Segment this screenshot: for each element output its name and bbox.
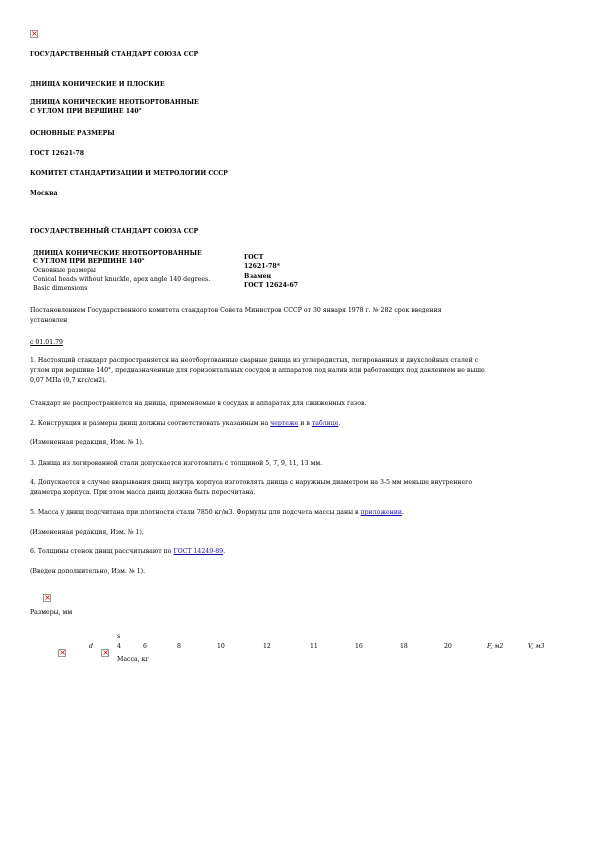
paragraph-2-text: 2. Конструкция и размеры днищ должны соответствовать указанным на [30, 420, 271, 427]
amendment-note-3: (Введен дополнительно, Изм. № 1). [30, 568, 146, 575]
amendment-note-1: (Измененная редакция, Изм. № 1). [30, 439, 144, 446]
drawing-broken-image-icon [43, 594, 51, 602]
amendment-note-2: (Измененная редакция, Изм. № 1). [30, 529, 144, 536]
block-english-subtitle: Basic dimensions [33, 285, 88, 292]
diameter-header: d [89, 643, 93, 650]
paragraph-5-end: . [402, 509, 405, 516]
scope-paragraph: Стандарт не распространяется на днища, применяемые в сосудах и аппаратах для сжиженных газов. [30, 400, 367, 407]
block-gost-number: 12621-78* [244, 263, 280, 270]
thickness-16: 16 [355, 643, 363, 650]
title-line-2: С УГЛОМ ПРИ ВЕРШИНЕ 140° [30, 108, 142, 115]
decree-line-1: Постановлением Государственного комитета стандартов Совета Министров СССР от 30 января 1978 г. № 282 срок введения [30, 307, 442, 314]
broken-image-icon [30, 30, 38, 38]
gost-14249-link[interactable]: ГОСТ 14249-89 [173, 548, 224, 555]
union-standard-heading-2: ГОСУДАРСТВЕННЫЙ СТАНДАРТ СОЮЗА ССР [30, 228, 199, 235]
paragraph-2 [30, 420, 340, 428]
title-conical-flat: ДНИЩА КОНИЧЕСКИЕ И ПЛОСКИЕ [30, 81, 165, 88]
block-replaces-label: Взамен [244, 273, 272, 280]
effective-date: с 01.01.79 [30, 339, 63, 346]
table-broken-image-icon-2 [101, 649, 109, 657]
paragraph-4 [30, 478, 565, 498]
paragraph-3: 3. Днища из легированной стали допускается изготовлять с толщиной 5, 7, 9, 11, 13 мм. [30, 460, 323, 467]
drawing-link[interactable]: чертеже [270, 420, 299, 427]
block-subtitle: Основные размеры [33, 267, 96, 274]
area-header: F, м2 [487, 643, 504, 650]
thickness-header: s [117, 633, 121, 640]
thickness-12: 12 [263, 643, 271, 650]
volume-header: V, м3 [528, 643, 545, 650]
gost-number: ГОСТ 12621-78 [30, 150, 85, 157]
paragraph-5-text: 5. Масса у днищ подсчитана при плотности стали 7850 кг/м3. Формулы для подсчета массы даны в [30, 509, 361, 516]
paragraph-2-mid: и в [298, 420, 312, 427]
thickness-8: 8 [177, 643, 181, 650]
dimensions-caption: Размеры, мм [30, 609, 73, 616]
block-english-title: Conical heads without knuckle, apex angle 140 degrees. [33, 276, 211, 283]
block-replaced-gost: ГОСТ 12624-67 [244, 282, 299, 289]
paragraph-1 [30, 356, 565, 386]
paragraph-6 [30, 548, 225, 556]
block-title-line-1: ДНИЩА КОНИЧЕСКИЕ НЕОТБОРТОВАННЫЕ [33, 250, 202, 257]
paragraph-6-end: . [223, 548, 226, 555]
thickness-18: 18 [400, 643, 408, 650]
paragraph-5 [30, 509, 404, 517]
paragraph-1-line-2: углом при вершине 140°, предназначенные для горизонтальных сосудов и аппаратов под налив или работающих под давлением не выше [30, 367, 485, 374]
block-title-line-2: С УГЛОМ ПРИ ВЕРШИНЕ 140° [33, 258, 145, 265]
thickness-4: 4 [117, 643, 121, 650]
mass-header: Масса, кг [117, 656, 149, 663]
table-link[interactable]: таблице [311, 420, 339, 427]
paragraph-4-line-2: диаметра корпуса. При этом масса днищ должна быть пересчитана. [30, 489, 256, 496]
thickness-6: 6 [143, 643, 147, 650]
paragraph-6-text: 6. Толщины стенок днищ рассчитывают по [30, 548, 174, 555]
block-gost-label: ГОСТ [244, 254, 264, 261]
thickness-20: 20 [444, 643, 452, 650]
decree-line-2: установлен [30, 317, 68, 324]
union-standard-heading: ГОСУДАРСТВЕННЫЙ СТАНДАРТ СОЮЗА ССР [30, 51, 199, 58]
table-broken-image-icon-1 [58, 649, 66, 657]
paragraph-4-line-1: 4. Допускается в случае вварывания днищ внутрь корпуса изготовлять днища с наружным диаметром на 3-5 мм меньше внутреннего [30, 479, 473, 486]
title-line-1: ДНИЩА КОНИЧЕСКИЕ НЕОТБОРТОВАННЫЕ [30, 99, 199, 106]
appendix-link[interactable]: приложении [360, 509, 403, 516]
city-name: Москва [30, 190, 58, 197]
decree-paragraph [30, 306, 565, 326]
paragraph-1-line-3: 0,07 МПа (0,7 кгс/см2). [30, 377, 107, 384]
paragraph-1-line-1: 1. Настоящий стандарт распространяется на неотбортованные сварные днища из углеродистых, легированных и двухслойных сталей с [30, 357, 479, 364]
committee-name: КОМИТЕТ СТАНДАРТИЗАЦИИ И МЕТРОЛОГИИ СССР [30, 170, 228, 177]
thickness-10: 10 [217, 643, 225, 650]
main-dimensions-heading: ОСНОВНЫЕ РАЗМЕРЫ [30, 130, 115, 137]
thickness-11: 11 [310, 643, 318, 650]
paragraph-2-end: . [338, 420, 341, 427]
